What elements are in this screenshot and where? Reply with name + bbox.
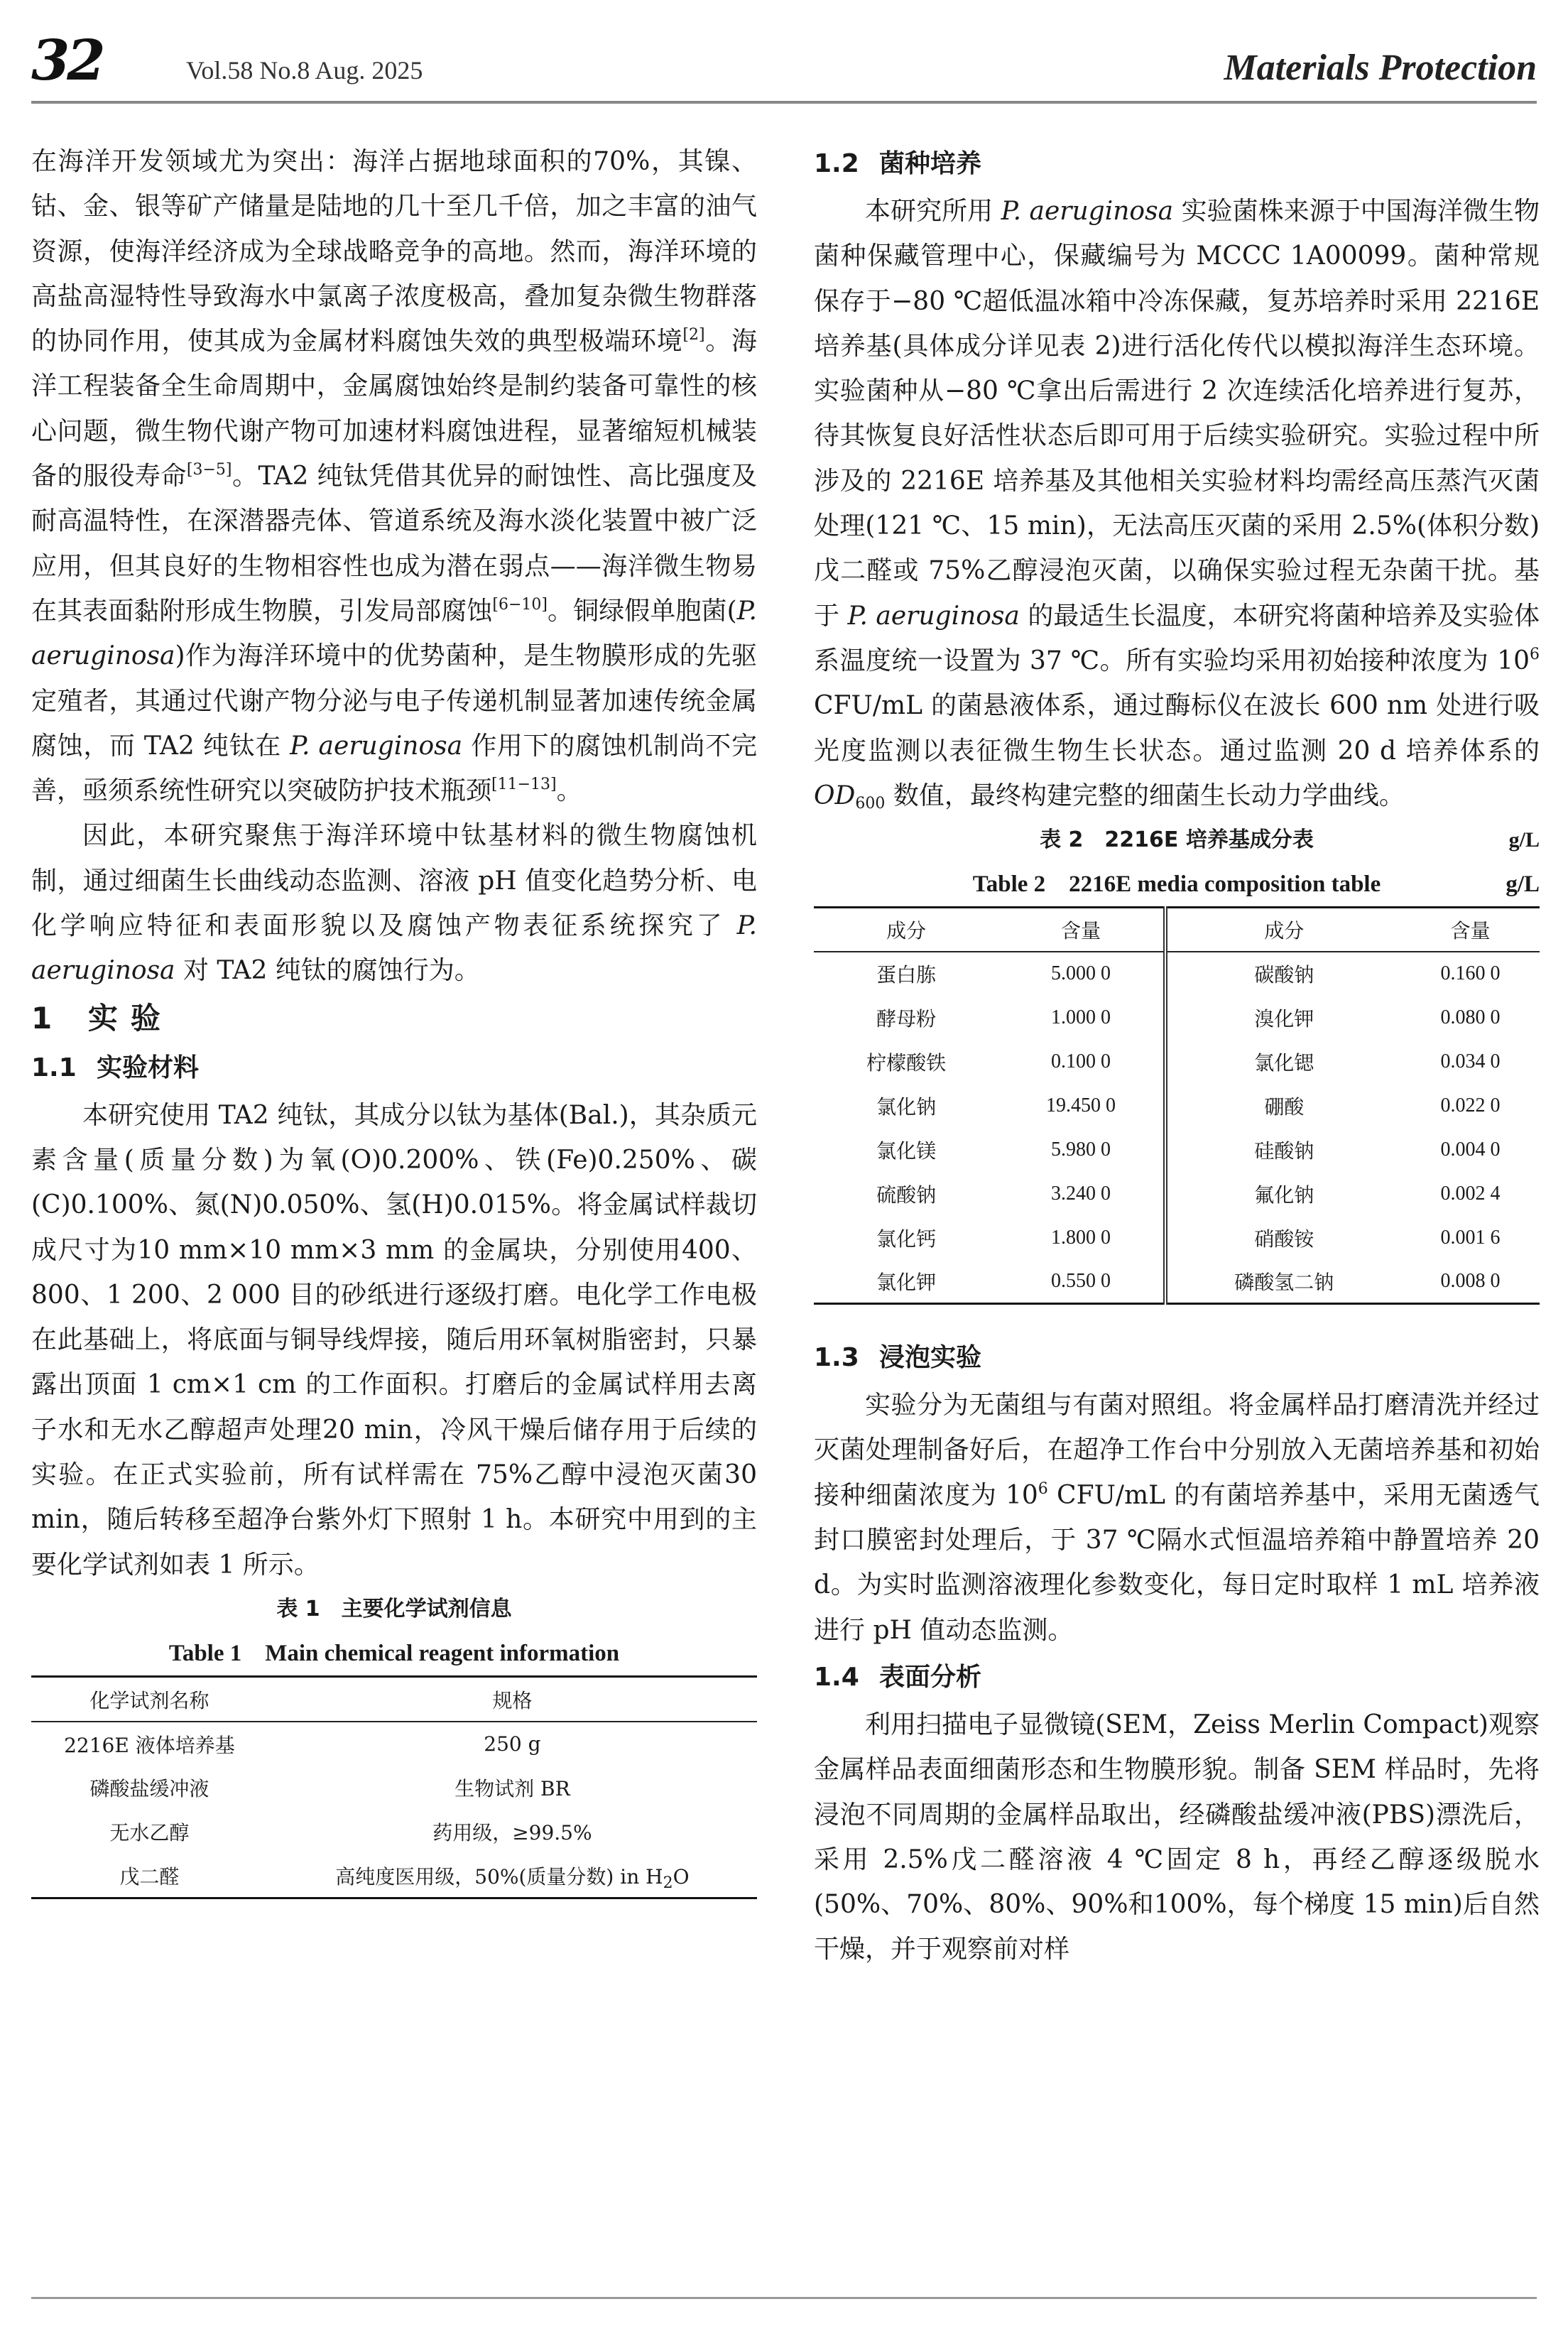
table1-caption-cn: 表 1 主要化学试剂信息 (276, 1596, 512, 1621)
table-cell: 柠檬酸铁 (866, 1050, 947, 1075)
table-cell: 酵母粉 (876, 1006, 937, 1031)
culture-paragraph: 本研究所用 P. aeruginosa 实验菌株来源于中国海洋微生物菌种保藏管理中心，保藏编号为 MCCC 1A00099。菌种常规保存于−80 ℃超低温冰箱中冷冻保藏，复苏培养时采用 2216E 培养基(具体成分详见表 2)进行活化传代以模拟海洋生态环境。实验菌种从−80 ℃拿出后需进行 2 次连续活化培养进行复苏，待其恢复良好活性状态后即可用于后续实验研究。实验过程中所涉及的 2216E 培养基及其他相关实验材料均需经高压蒸汽灭菌处理(121 ℃、15 min)，无法高压灭菌的采用 2.5%(体积分数)戊二醛或 75%乙醇浸泡灭菌，以确保实验过程无杂菌干扰。基于 P. aeruginosa 的最适生长温度，本研究将菌种培养及实验体系温度统一设置为 37 ℃。所有实验均采用初始接种浓度为 $10^6$ CFU/mL 的菌悬液体系，通过酶标仪在波长 600 nm 处进行吸光度监测以表征微生物生长状态。通过监测 20 d 培养体系的 $OD_{600}$ 数值，最终构建完整的细菌生长动力学曲线。 (814, 197, 1540, 813)
table-cell: 0.002 4 (1440, 1182, 1501, 1205)
table-cell: 氟化钠 (1254, 1183, 1314, 1207)
table-header: 成分 (1165, 908, 1401, 952)
table2 (814, 906, 1540, 1305)
subsection-heading-materials: 1.1 实验材料 (31, 1053, 200, 1082)
table-cell: 生物试剂 BR (454, 1777, 570, 1801)
right-column (814, 139, 1540, 1972)
table-row (814, 1260, 1540, 1304)
table-cell: 氯化钙 (876, 1227, 937, 1251)
table-cell: 氯化钾 (876, 1270, 937, 1294)
subsection-heading-immersion: 1.3 浸泡实验 (814, 1343, 982, 1373)
table-cell: 碳酸钠 (1254, 963, 1314, 987)
table-cell: 戊二醛 (119, 1864, 180, 1889)
table-cell: 0.008 0 (1440, 1269, 1501, 1292)
immersion-paragraph: 实验分为无菌组与有菌对照组。将金属样品打磨清洗并经过灭菌处理制备好后，在超净工作台中分别放入无菌培养基和初始接种细菌浓度为 $10^6$ CFU/mL 的有菌培养基中，采用无菌透气封口膜密封处理后，于 37 ℃隔水式恒温培养箱中静置培养 20 d。为实时监测溶液理化参数变化，每日定时取样 1 mL 培养液进行 pH 值动态监测。 (814, 1391, 1540, 1645)
citation[interactable]: [3−5] (186, 461, 232, 479)
table-cell: 1.800 0 (998, 1216, 1165, 1260)
table-header: 含量 (1401, 908, 1540, 952)
table-header: 规格 (268, 1676, 757, 1722)
table-cell: 0.550 0 (998, 1260, 1165, 1304)
table-cell: 0.100 0 (998, 1040, 1165, 1084)
table-header-row (814, 908, 1540, 952)
page-header (31, 28, 1537, 97)
materials-paragraph: 本研究使用 TA2 纯钛，其成分以钛为基体(Bal.)，其杂质元素含量(质量分数)为氧(O)0.200%、铁(Fe)0.250%、碳(C)0.100%、氮(N)0.050%、氢(H)0.015%。将金属试样裁切成尺寸为10 mm×10 mm×3 mm 的金属块，分别使用400、800、1 200、2 000 目的砂纸进行逐级打磨。电化学工作电极在此基础上，将底面与铜导线焊接，随后用环氧树脂密封，只暴露出顶面 1 cm×1 cm 的工作面积。打磨后的金属试样用去离子水和无水乙醇超声处理20 min，冷风干燥后储存用于后续的实验。在正式实验前，所有试样需在 75%乙醇中浸泡灭菌30 min，随后转移至超净台紫外灯下照射 1 h。本研究中用到的主要化学试剂如表 1 所示。 (31, 1100, 757, 1580)
table-cell: 药用级，≥99.5% (432, 1821, 592, 1845)
table-cell: 0.022 0 (1440, 1094, 1501, 1116)
table-cell: 250 g (484, 1732, 541, 1756)
journal-title: Materials Protection (1224, 48, 1537, 88)
table-row (31, 1854, 757, 1898)
table2-caption-en: Table 2 2216E media composition table g/L (814, 862, 1540, 906)
table-row (814, 1084, 1540, 1128)
citation[interactable]: [6−10] (492, 595, 548, 614)
table-cell: 0.001 6 (1440, 1226, 1501, 1249)
table-cell: 氯化镁 (876, 1139, 937, 1163)
table-header: 含量 (998, 908, 1165, 952)
table-cell: 19.450 0 (998, 1084, 1165, 1128)
table-cell: 硼酸 (1264, 1094, 1305, 1119)
table-cell: 5.000 0 (998, 952, 1165, 996)
section-heading-experiment: 1 实验 (31, 1000, 173, 1036)
table-row (31, 1722, 757, 1766)
table-header-row (31, 1676, 757, 1722)
surface-paragraph: 利用扫描电子显微镜(SEM，Zeiss Merlin Compact)观察金属样品表面细菌形态和生物膜形貌。制备 SEM 样品时，先将浸泡不同周期的金属样品取出，经磷酸盐缓冲液(PBS)漂洗后，采用 2.5%戊二醛溶液 4 ℃固定 8 h，再经乙醇逐级脱水(50%、70%、80%、90%和100%，每个梯度 15 min)后自然干燥，并于观察前对样 (814, 1710, 1540, 1965)
citation[interactable]: [11−13] (491, 776, 557, 794)
table-row (814, 1128, 1540, 1172)
table-cell: 溴化钾 (1254, 1006, 1314, 1031)
table2-caption-cn: 表 2 2216E 培养基成分表 g/L (814, 818, 1540, 862)
left-column (31, 139, 757, 1899)
table-header: 化学试剂名称 (31, 1676, 268, 1722)
footer-rule (31, 2297, 1537, 2299)
subsection-heading-culture: 1.2 菌种培养 (814, 149, 982, 178)
table-cell: 0.080 0 (1440, 1006, 1501, 1028)
table-row (814, 1040, 1540, 1084)
issue-info: Vol.58 No.8 Aug. 2025 (186, 56, 423, 85)
table2-unit: g/L (1506, 871, 1540, 898)
citation[interactable]: [2] (682, 326, 705, 344)
table1-caption-en: Table 1 Main chemical reagent information (168, 1640, 620, 1666)
table-cell: 3.240 0 (998, 1172, 1165, 1216)
page-number: 32 (31, 28, 103, 93)
intro-paragraph-2: 因此，本研究聚焦于海洋环境中钛基材料的微生物腐蚀机制，通过细菌生长曲线动态监测、溶液 pH 值变化趋势分析、电化学响应特征和表面形貌以及腐蚀产物表征系统探究了 P. aeruginosa 对 TA2 纯钛的腐蚀行为。 (31, 821, 757, 986)
table-cell: 0.160 0 (1440, 962, 1501, 985)
table-row (814, 1172, 1540, 1216)
table-cell: 无水乙醇 (109, 1821, 190, 1845)
table-cell: 氯化锶 (1254, 1050, 1314, 1075)
header-rule (31, 101, 1537, 104)
table-cell: 5.980 0 (998, 1128, 1165, 1172)
subsection-heading-surface: 1.4 表面分析 (814, 1662, 982, 1692)
table2-unit: g/L (1508, 828, 1540, 852)
table-row (31, 1810, 757, 1854)
table1 (31, 1675, 757, 1899)
table-cell: 高纯度医用级，50%(质量分数) in $H_2O$ (335, 1864, 690, 1892)
spacer (814, 1305, 1540, 1333)
table-cell: 1.000 0 (998, 996, 1165, 1040)
table-row (814, 1216, 1540, 1260)
table-cell: 2216E 液体培养基 (64, 1733, 235, 1757)
table-row (814, 952, 1540, 996)
table-header: 成分 (814, 908, 998, 952)
table-cell: 磷酸盐缓冲液 (89, 1777, 209, 1801)
table-cell: 磷酸氢二钠 (1234, 1270, 1334, 1294)
intro-paragraph-1: 在海洋开发领域尤为突出：海洋占据地球面积的70%，其镍、钴、金、银等矿产储量是陆地的几十至几千倍，加之丰富的油气资源，使海洋经济成为全球战略竞争的高地。然而，海洋环境的高盐高湿特性导致海水中氯离子浓度极高，叠加复杂微生物群落的协同作用，使其成为金属材料腐蚀失效的典型极端环境[2]。海洋工程装备全生命周期中，金属腐蚀始终是制约装备可靠性的核心问题，微生物代谢产物可加速材料腐蚀进程，显著缩短机械装备的服役寿命[3−5]。TA2 纯钛凭借其优异的耐蚀性、高比强度及耐高温特性，在深潜器壳体、管道系统及海水淡化装置中被广泛应用，但其良好的生物相容性也成为潜在弱点——海洋微生物易在其表面黏附形成生物膜，引发局部腐蚀[6−10]。铜绿假单胞菌(P. aeruginosa)作为海洋环境中的优势菌种，是生物膜形成的先驱定殖者，其通过代谢产物分泌与电子传递机制显著加速传统金属腐蚀，而 TA2 纯钛在 P. aeruginosa 作用下的腐蚀机制尚不完善，亟须系统性研究以突破防护技术瓶颈[11−13]。 (31, 147, 757, 806)
table-cell: 0.034 0 (1440, 1050, 1501, 1072)
table-cell: 硝酸铵 (1254, 1227, 1314, 1251)
table-cell: 蛋白胨 (876, 963, 937, 987)
table-cell: 0.004 0 (1440, 1138, 1501, 1161)
table-cell: 氯化钠 (876, 1094, 937, 1119)
table-cell: 硅酸钠 (1254, 1139, 1314, 1163)
table-row (31, 1766, 757, 1810)
table-cell: 硫酸钠 (876, 1183, 937, 1207)
table-row (814, 996, 1540, 1040)
